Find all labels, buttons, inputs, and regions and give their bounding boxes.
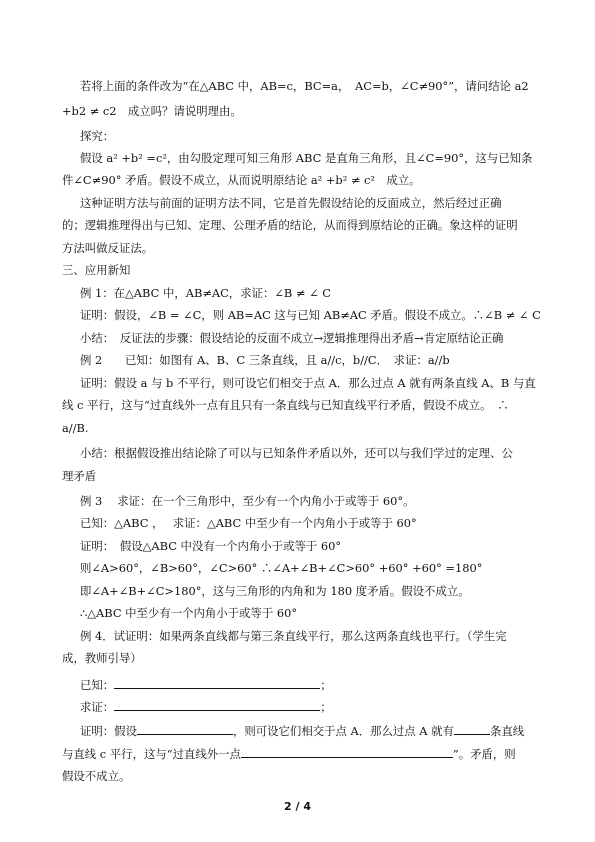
semicolon: ； — [320, 700, 332, 714]
text-line: 假设 a² +b² =c²，由勾股定理可知三角形 ABC 是直角三角形，且∠C=90°，这与已知条 — [80, 151, 533, 165]
text-line: 线 c 平行，这与“过直线外一点有且只有一条直线与已知直线平行矛盾，假设不成立。 ∴ — [62, 398, 509, 412]
known-fill-line — [0, 676, 595, 693]
text-line: 这种证明方法与前面的证明方法不同，它是首先假设结论的反面成立，然后经过正确 — [80, 196, 502, 210]
proof-start: 证明：假设 — [80, 724, 137, 738]
text-line: 例 1：在△ABC 中，AB≠AC，求证：∠B ≠ ∠ C — [80, 286, 331, 300]
prove-fill-line — [0, 698, 595, 715]
proof-middle: ，则可设它们相交于点 A．那么过点 A 就有 — [232, 724, 454, 738]
prove-blank[interactable] — [114, 698, 320, 711]
text-line: +b2 ≠ c2 成立吗？请说明理由。 — [62, 104, 242, 118]
text-line: 小结： 反证法的步骤：假设结论的反面不成立→逻辑推理得出矛盾→肯定原结论正确 — [80, 331, 504, 345]
text-line: 即∠A+∠B+∠C>180°，这与三角形的内角和为 180 度矛盾。假设不成立。 — [80, 584, 470, 598]
count-blank[interactable] — [454, 722, 490, 735]
text-line: 假设不成立。 — [62, 769, 131, 783]
text-line: 理矛盾 — [62, 469, 97, 483]
text-line: 证明：假设 a 与 b 不平行，则可设它们相交于点 A．那么过点 A 就有两条直线 A、B 与直 — [80, 376, 536, 390]
section-heading: 三、应用新知 — [62, 263, 131, 277]
semicolon: ； — [320, 678, 332, 692]
known-blank[interactable] — [114, 676, 320, 689]
prove-label: 求证： — [80, 700, 115, 714]
text-line: a//B. — [62, 421, 89, 435]
text-line: 的；逻辑推理得出与已知、定理、公理矛盾的结论，从而得到原结论的正确。象这样的证明 — [62, 218, 518, 232]
text-line: 例 3 求证：在一个三角形中，至少有一个内角小于或等于 60°。 — [80, 494, 415, 508]
text-line: 成，教师引导） — [62, 651, 142, 665]
text-line: 证明： 假设△ABC 中没有一个内角小于或等于 60° — [80, 539, 342, 553]
known-label: 已知： — [80, 678, 115, 692]
quote-blank[interactable] — [241, 745, 453, 758]
assume-blank[interactable] — [137, 722, 233, 735]
text-line: 探究： — [80, 129, 115, 143]
text-line: ∴△ABC 中至少有一个内角小于或等于 60° — [80, 606, 298, 620]
text-line: 例 2 已知：如图有 A、B、C 三条直线，且 a//c，b//C． 求证：a//b — [80, 353, 450, 367]
page-number: 2 / 4 — [284, 800, 311, 813]
text-line: 小结：根据假设推出结论除了可以与已知条件矛盾以外，还可以与我们学过的定理、公 — [80, 446, 513, 460]
proof-end: 条直线 — [489, 724, 525, 738]
text-line: 证明：假设，∠B = ∠C，则 AB=AC 这与已知 AB≠AC 矛盾。假设不成立。∴∠B ≠ ∠ C — [80, 308, 541, 322]
proof-fill-line — [0, 722, 595, 739]
text-line: 则∠A>60°，∠B>60°，∠C>60° ∴∠A+∠B+∠C>60° +60° +60° =180° — [80, 561, 483, 575]
text-line: 方法叫做反证法。 — [62, 241, 154, 255]
text-line: 件∠C≠90° 矛盾。假设不成立，从而说明原结论 a² +b² ≠ c² 成立。 — [62, 173, 421, 187]
proof-fill-line-2 — [0, 745, 595, 762]
proof-continue: 与直线 c 平行，这与“过直线外一点 — [62, 747, 241, 761]
text-line: 例 4．试证明：如果两条直线都与第三条直线平行，那么这两条直线也平行。（学生完 — [80, 629, 507, 643]
proof-contradiction: ”。矛盾，则 — [452, 747, 516, 761]
text-line: 若将上面的条件改为“在△ABC 中，AB=c，BC=a， AC=b，∠C≠90°”，请问结论 a2 — [80, 79, 529, 93]
text-line: 已知：△ABC ， 求证：△ABC 中至少有一个内角小于或等于 60° — [80, 516, 417, 530]
